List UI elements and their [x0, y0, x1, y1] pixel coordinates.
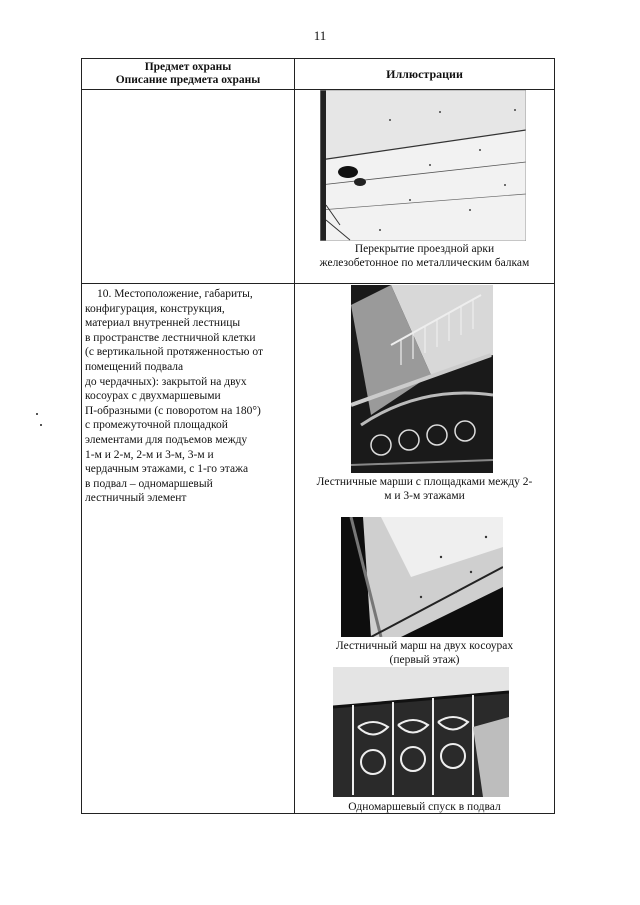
caption-stringers-line2: (первый этаж)	[389, 654, 460, 666]
desc-line: конфигурация, конструкция,	[85, 302, 225, 315]
caption-stair-flights	[295, 475, 554, 503]
desc-line: до чердачных): закрытой на двух	[85, 375, 247, 388]
caption-arch-line2: железобетонное по металлическим балкам	[319, 257, 530, 269]
header-illustrations: Иллюстрации	[386, 67, 463, 81]
desc-line: с промежуточной площадкой	[85, 419, 228, 432]
desc-line: чердачным этажами, с 1-го этажа	[85, 463, 249, 476]
header-subject	[82, 59, 294, 91]
caption-basement-line1: Одномаршевый спуск в подвал	[348, 801, 501, 813]
desc-line: помещений подвала	[85, 360, 184, 373]
page-number: 11	[313, 28, 327, 43]
caption-stringers-line1: Лестничный марш на двух косоурах	[335, 640, 514, 652]
desc-line: в подвал – одномаршевый	[85, 477, 213, 490]
caption-flights-line1: Лестничные марши с площадками между 2-	[316, 476, 533, 488]
margin-speck	[36, 413, 38, 415]
desc-line: элементами для подъемов между	[85, 433, 248, 446]
desc-line: в пространстве лестничной клетки	[85, 331, 256, 344]
caption-arch-line1: Перекрытие проездной арки	[354, 243, 495, 255]
margin-speck	[40, 424, 42, 426]
header-subject-line2: Описание предмета охраны	[115, 74, 261, 86]
desc-line: лестничный элемент	[85, 492, 187, 505]
header-subject-line1: Предмет охраны	[144, 61, 232, 73]
photo-basement-descent	[333, 667, 509, 797]
row-divider	[82, 283, 554, 284]
desc-line: П-образными (с поворотом на 180°)	[85, 404, 261, 417]
column-divider	[294, 59, 295, 813]
description-stair	[85, 287, 290, 506]
caption-basement-descent	[295, 800, 554, 814]
caption-flights-line2: м и 3-м этажами	[384, 490, 465, 502]
desc-line: 1-м и 2-м, 2-м и 3-м, 3-м и	[85, 448, 214, 461]
protection-table	[81, 58, 555, 814]
caption-arch-ceiling	[295, 242, 554, 270]
desc-line: 10. Местоположение, габариты,	[97, 288, 253, 300]
photo-stair-flights	[351, 285, 493, 473]
desc-line: косоурах с двухмаршевыми	[85, 390, 221, 403]
desc-line: (с вертикальной протяженностью от	[85, 346, 263, 359]
desc-line: материал внутренней лестницы	[85, 317, 241, 330]
caption-stair-stringers	[295, 639, 554, 667]
photo-stair-stringers	[341, 517, 503, 637]
photo-arch-ceiling	[320, 90, 526, 241]
